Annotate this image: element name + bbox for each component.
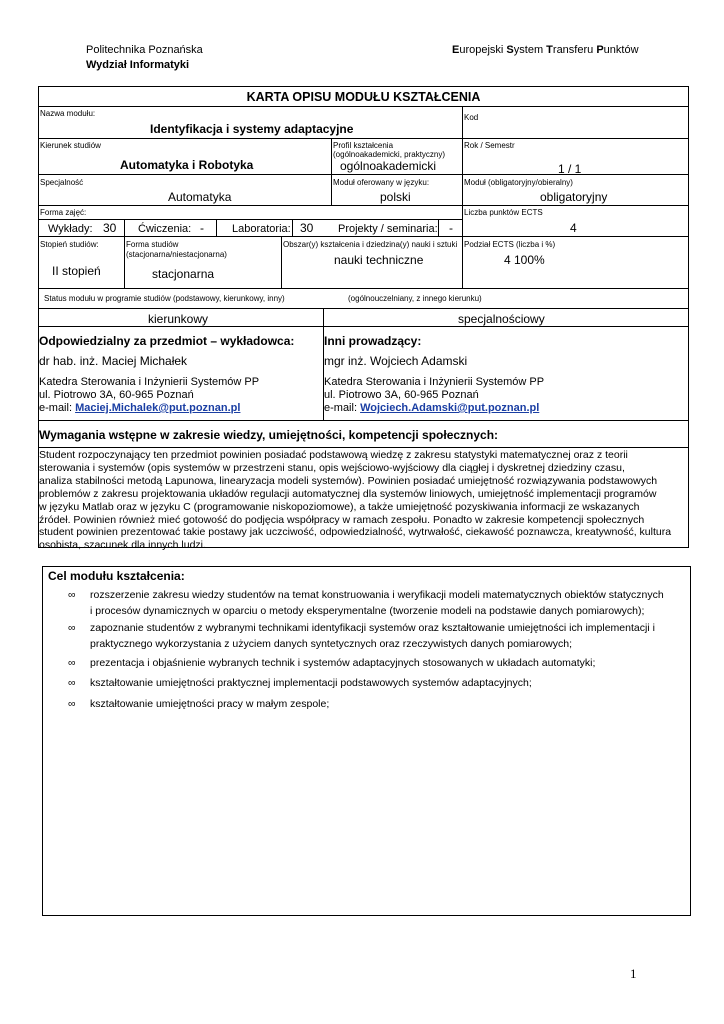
page-number: 1 bbox=[630, 966, 637, 981]
bullet-icon: ∞ bbox=[68, 657, 76, 669]
specialty-label: Specjalność bbox=[40, 178, 84, 187]
language-value: polski bbox=[380, 190, 411, 204]
lecturer-email-label: e-mail: bbox=[39, 402, 76, 414]
lecturer-department: Katedra Sterowania i Inżynierii Systemów PP bbox=[39, 376, 260, 388]
profile-value: ogólnoakademicki bbox=[340, 159, 437, 173]
lecturer-heading: Odpowiedzialny za przedmiot – wykładowca: bbox=[39, 334, 295, 348]
ects-points-label: Liczba punktów ECTS bbox=[464, 208, 543, 217]
classes-label: Forma zajęć: bbox=[40, 208, 87, 217]
degree-label: Stopień studiów: bbox=[40, 240, 99, 249]
others-name: mgr inż. Wojciech Adamski bbox=[324, 354, 468, 368]
lecturer-email-link[interactable]: Maciej.Michalek@put.poznan.pl bbox=[75, 402, 241, 414]
others-heading: Inni prowadzący: bbox=[324, 334, 422, 348]
specialty-value: Automatyka bbox=[168, 190, 232, 204]
year-label: Rok / Semestr bbox=[464, 141, 515, 150]
requirements-heading: Wymagania wstępne w zakresie wiedzy, umiejętności, kompetencji społecznych: bbox=[39, 428, 499, 442]
lectures-label: Wykłady: bbox=[48, 223, 93, 235]
area-value: nauki techniczne bbox=[334, 253, 424, 267]
others-email-link[interactable]: Wojciech.Adamski@put.poznan.pl bbox=[360, 402, 540, 414]
requirements-line: źródeł. Powinien również mieć gotowość do podjęcia współpracy w ramach zespołu. Ponadto w zakresie kompetencji społecznych bbox=[39, 513, 645, 526]
projects-label: Projekty / seminaria: bbox=[338, 223, 438, 235]
others-email-label: e-mail: bbox=[324, 402, 361, 414]
lecturer-email-line bbox=[39, 402, 240, 414]
area-label: Obszar(y) kształcenia i dziedzina(y) nauki i sztuki bbox=[283, 240, 458, 249]
requirements-line: student powinien prezentować takie postawy jak uczciwość, odpowiedzialność, wytrwałość, ciekawość poznawcza, kreatywność, kultura bbox=[39, 526, 672, 539]
goals-heading: Cel modułu kształcenia: bbox=[48, 569, 185, 583]
degree-value: II stopień bbox=[52, 264, 101, 278]
others-department: Katedra Sterowania i Inżynierii Systemów PP bbox=[324, 376, 545, 388]
lecturer-address: ul. Piotrowo 3A, 60-965 Poznań bbox=[39, 389, 194, 401]
bullet-icon: ∞ bbox=[68, 622, 76, 634]
lecturer-name: dr hab. inż. Maciej Michałek bbox=[39, 354, 188, 368]
requirements-line: sterowania i systemów (opis systemów w przestrzeni stanu, opis wejściowo-wyjściowy dla ciągłej i dyskretnej dziedziny czasu, bbox=[39, 461, 625, 474]
profile-label-hint: (ogólnoakademicki, praktyczny) bbox=[333, 150, 446, 159]
lectures-hours: 30 bbox=[103, 221, 117, 235]
study-form-value: stacjonarna bbox=[152, 267, 215, 281]
bullet-icon: ∞ bbox=[68, 677, 76, 689]
requirements-line: problemów z zakresu projektowania układów regulacji automatycznej dla systemów liniowych, umiejętność implementacji programów bbox=[39, 487, 657, 500]
requirements-line: w języku Matlab oraz w języku C (programowanie niskopoziomowe), a także umiejętność pozyskiwania informacji ze wskazanych bbox=[39, 500, 640, 513]
study-form-label: Forma studiów bbox=[126, 240, 179, 249]
year-semester: 1 / 1 bbox=[558, 162, 582, 176]
card-title: KARTA OPISU MODUŁU KSZTAŁCENIA bbox=[246, 90, 481, 104]
ects-split-label: Podział ECTS (liczba i %) bbox=[464, 240, 556, 249]
status-value: kierunkowy bbox=[148, 312, 209, 326]
status-label: Status modułu w programie studiów (podstawowy, kierunkowy, inny) bbox=[44, 294, 285, 303]
language-label: Moduł oferowany w języku: bbox=[333, 178, 430, 187]
faculty-name: Wydział Informatyki bbox=[86, 59, 190, 71]
exercises-hours: - bbox=[200, 221, 204, 235]
ects-split-value: 4 100% bbox=[504, 253, 545, 267]
bullet-icon: ∞ bbox=[68, 589, 76, 601]
labs-label: Laboratoria: bbox=[232, 223, 291, 235]
ects-points-value: 4 bbox=[570, 221, 577, 235]
status-label-2: (ogólnouczelniany, z innego kierunku) bbox=[348, 294, 482, 303]
module-name: Identyfikacja i systemy adaptacyjne bbox=[150, 122, 354, 136]
module-type-label: Moduł (obligatoryjny/obieralny) bbox=[464, 178, 573, 187]
bullet-icon: ∞ bbox=[68, 698, 76, 710]
module-type-value: obligatoryjny bbox=[540, 190, 608, 204]
others-address: ul. Piotrowo 3A, 60-965 Poznań bbox=[324, 389, 479, 401]
profile-label: Profil kształcenia bbox=[333, 141, 394, 150]
module-name-label: Nazwa modułu: bbox=[40, 109, 96, 118]
university-name: Politechnika Poznańska bbox=[86, 44, 203, 56]
requirements-line: analiza stabilności metodą Lapunowa, linearyzacja modeli systemów). Powinien posiadać umiejętność rozwiązywania podstawowych bbox=[39, 474, 658, 487]
field-of-study: Automatyka i Robotyka bbox=[120, 158, 254, 172]
study-form-hint: (stacjonarna/niestacjonarna) bbox=[126, 250, 227, 259]
ects-system-title: Europejski System Transferu Punktów bbox=[452, 44, 639, 56]
labs-hours: 30 bbox=[300, 221, 314, 235]
requirements-line: osobista, szacunek dla innych ludzi. bbox=[39, 539, 206, 552]
requirements-line: Student rozpoczynający ten przedmiot powinien posiadać podstawową wiedzę z zakresu statystyki matematycznej oraz z teorii bbox=[39, 449, 628, 461]
exercises-label: Ćwiczenia: bbox=[138, 223, 192, 235]
code-label: Kod bbox=[464, 113, 479, 122]
projects-hours: - bbox=[449, 221, 453, 235]
field-label: Kierunek studiów bbox=[40, 141, 101, 150]
requirements-text bbox=[39, 449, 687, 552]
status-value-2: specjalnościowy bbox=[458, 312, 545, 326]
others-email-line bbox=[324, 402, 539, 414]
